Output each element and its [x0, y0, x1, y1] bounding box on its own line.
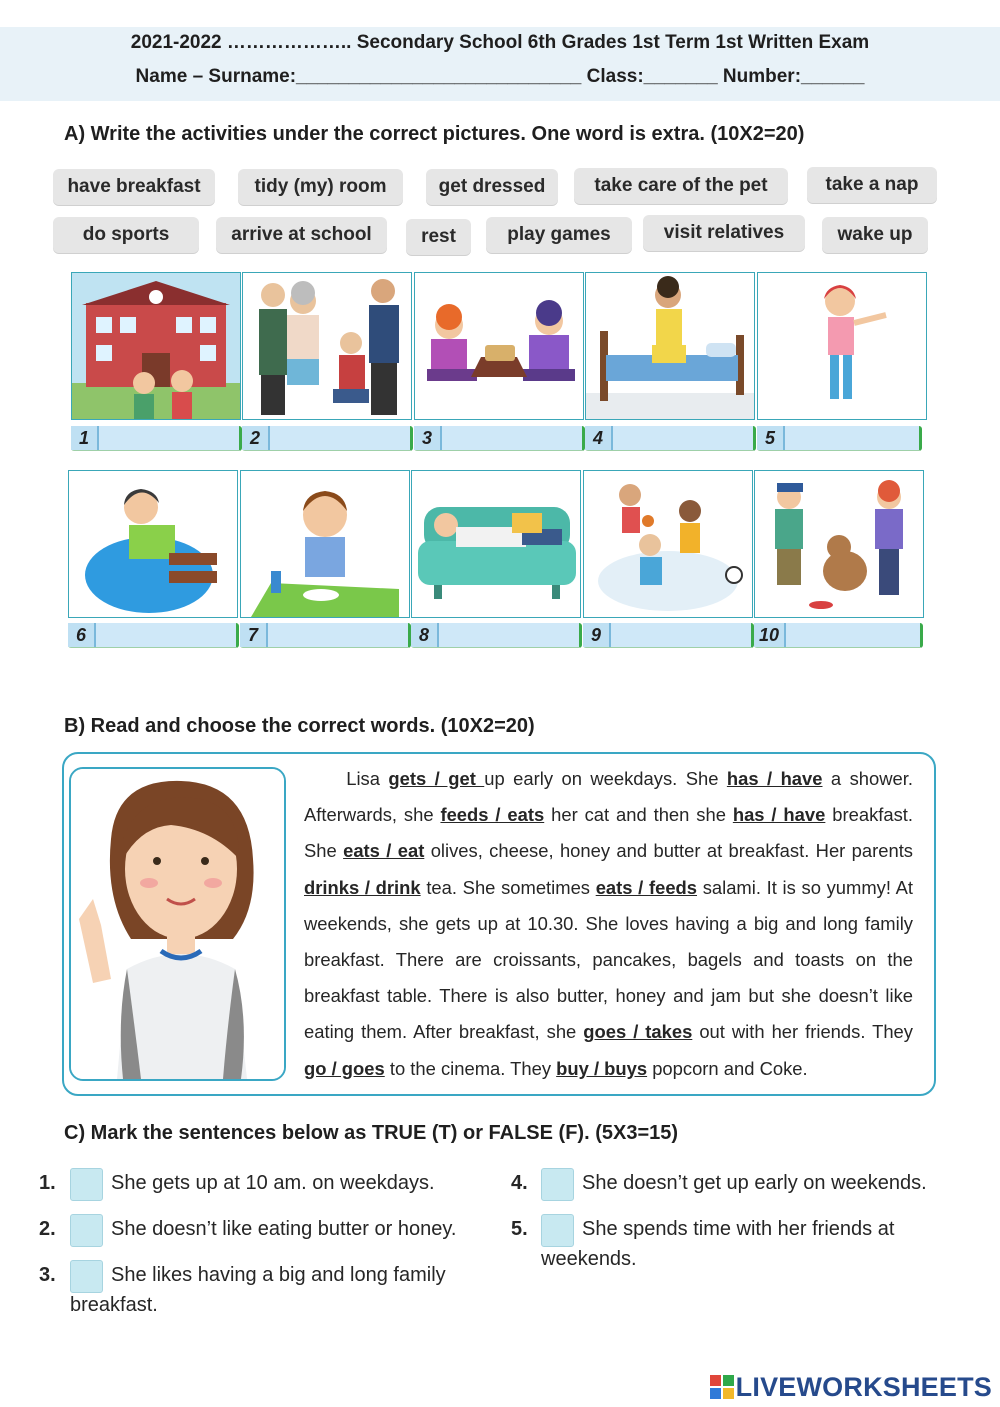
question-number: 5. — [511, 1218, 528, 1240]
word-choice[interactable]: goes / takes — [583, 1021, 693, 1043]
question-number: 1. — [39, 1172, 56, 1194]
tf-statement: She gets up at 10 am. on weekdays. — [111, 1172, 435, 1194]
word-chip: visit relatives — [643, 215, 805, 251]
word-choice[interactable]: gets / get — [388, 768, 485, 789]
answer-number: 5 — [757, 426, 785, 450]
tf-answer-box[interactable] — [70, 1214, 103, 1247]
answer-number: 2 — [242, 426, 270, 450]
picture-take-care-of-the-pet — [754, 470, 924, 618]
answer-field[interactable] — [585, 426, 756, 451]
answer-number: 4 — [585, 426, 613, 450]
answer-number: 10 — [754, 623, 786, 647]
answer-number: 1 — [71, 426, 99, 450]
passage-text: out with her friends. They — [692, 1021, 913, 1043]
word-chip: take care of the pet — [574, 168, 788, 204]
word-choice[interactable]: go / goes — [304, 1057, 385, 1079]
answer-number: 3 — [414, 426, 442, 450]
picture-rest — [68, 470, 238, 618]
passage-text: popcorn and Coke. — [647, 1057, 808, 1079]
reading-passage — [304, 761, 913, 1087]
picture-get-dressed — [757, 272, 927, 420]
answer-field[interactable] — [583, 623, 754, 648]
logo-blocks-icon — [710, 1375, 734, 1406]
question-number: 2. — [39, 1218, 56, 1240]
passage-text: her cat and then she — [544, 804, 733, 826]
answer-field[interactable] — [242, 426, 413, 451]
word-chip: do sports — [53, 217, 199, 253]
picture-play-games — [414, 272, 584, 420]
answer-number: 7 — [240, 623, 268, 647]
word-choice[interactable]: has / have — [732, 804, 826, 826]
passage-text: up early on weekdays. She — [484, 768, 727, 789]
tf-answer-box[interactable] — [70, 1168, 103, 1201]
tf-answer-box[interactable] — [541, 1168, 574, 1201]
word-chip: tidy (my) room — [238, 169, 403, 205]
word-chip: rest — [406, 219, 471, 255]
picture-do-sports — [583, 470, 753, 618]
word-choice[interactable]: eats / eat — [343, 840, 425, 862]
exam-title: 2021-2022 ……………….. Secondary School 6th Grades 1st Term 1st Written Exam — [130, 32, 870, 53]
passage-text: salami. It is so yummy! At weekends, she gets up at 10.30. She loves having a big and long family breakfast. There are croissants, pancakes, bagels and toasts on the breakfast table. There is also butter, honey and jam but she doesn’t like eating them. After breakfast, she — [304, 876, 914, 1043]
answer-field[interactable] — [411, 623, 582, 648]
passage-text: a shower. Afterwards, she — [304, 768, 913, 826]
logo-text: LIVEWORKSHEETS — [735, 1372, 992, 1402]
picture-wake-up — [585, 272, 755, 420]
passage-text: olives, cheese, honey and butter at breakfast. Her parents — [424, 840, 914, 862]
tf-statement: She likes having a big and long family breakfast. — [70, 1264, 446, 1316]
exam-header — [0, 27, 1000, 101]
passage-text: breakfast. She — [304, 804, 914, 862]
word-chip: play games — [486, 217, 632, 253]
tf-statement: She spends time with her friends at weekends. — [541, 1218, 895, 1270]
word-chip: take a nap — [807, 167, 937, 203]
answer-field[interactable] — [757, 426, 922, 451]
word-chip: get dressed — [426, 169, 558, 205]
tf-statement: She doesn’t like eating butter or honey. — [111, 1218, 457, 1240]
word-choice[interactable]: buy / buys — [556, 1057, 648, 1079]
answer-number: 6 — [68, 623, 96, 647]
answer-field[interactable] — [240, 623, 411, 648]
picture-school-arrival — [71, 272, 241, 420]
student-info-line: Name – Surname:___________________________ Class:_______ Number:______ — [135, 66, 865, 87]
section-c-title: C) Mark the sentences below as TRUE (T) or FALSE (F). (5X3=15) — [64, 1122, 679, 1144]
section-b-title: B) Read and choose the correct words. (10X2=20) — [64, 715, 535, 737]
word-chip: have breakfast — [53, 169, 215, 205]
word-choice[interactable]: has / have — [726, 768, 823, 789]
picture-visit-relatives — [242, 272, 412, 420]
lisa-portrait — [69, 767, 286, 1081]
answer-field[interactable] — [71, 426, 242, 451]
answer-field[interactable] — [68, 623, 239, 648]
passage-text: to the cinema. They — [384, 1057, 557, 1079]
liveworksheets-logo[interactable] — [710, 1372, 992, 1406]
answer-number: 9 — [583, 623, 611, 647]
section-a-title: A) Write the activities under the correct pictures. One word is extra. (10X2=20) — [64, 123, 805, 145]
answer-field[interactable] — [754, 623, 923, 648]
word-choice[interactable]: feeds / eats — [440, 804, 545, 826]
word-chip: arrive at school — [216, 217, 387, 253]
question-number: 3. — [39, 1264, 56, 1286]
question-number: 4. — [511, 1172, 528, 1194]
passage-text: Lisa — [346, 768, 389, 789]
answer-field[interactable] — [414, 426, 585, 451]
picture-take-a-nap — [411, 470, 581, 618]
picture-have-breakfast — [240, 470, 410, 618]
word-choice[interactable]: eats / feeds — [595, 876, 698, 898]
word-choice[interactable]: drinks / drink — [304, 876, 421, 898]
word-chip: wake up — [822, 217, 928, 253]
passage-text: tea. She sometimes — [420, 876, 596, 898]
tf-statement: She doesn’t get up early on weekends. — [582, 1172, 927, 1194]
answer-number: 8 — [411, 623, 439, 647]
